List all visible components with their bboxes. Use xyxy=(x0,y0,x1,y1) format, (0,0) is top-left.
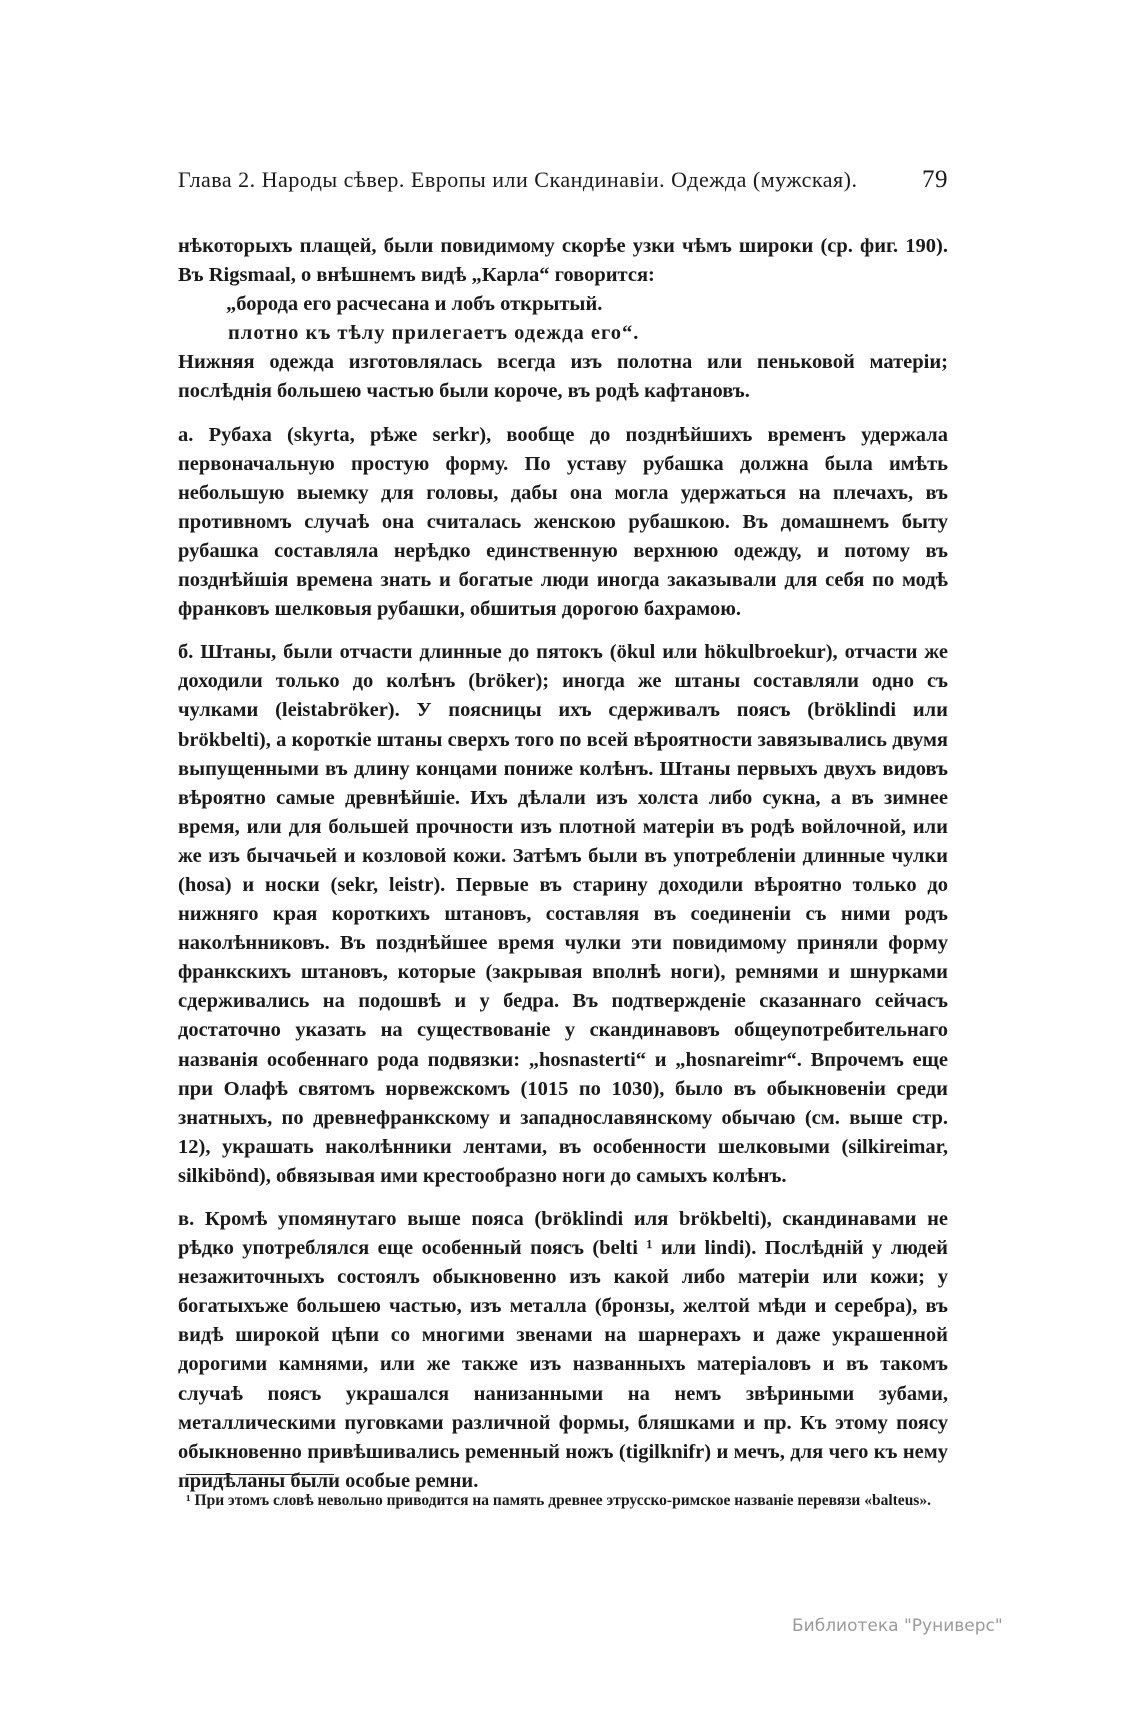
verse-line-2: плотно къ тѣлу прилегаетъ одежда его“. xyxy=(228,322,640,345)
paragraph-trousers: б. Штаны, были отчасти длинные до пятокъ (ökul или hökulbroekur), отчасти же доходили только до колѣнъ (bröker); иногда же штаны составляли одно съ чулками (leistabröker). У поясницы ихъ сдерживалъ поясъ (bröklindi или brökbelti), а короткіе штаны сверхъ того по всей вѣроятности завязывались двумя выпущенными въ длину концами пониже колѣнъ. Штаны первыхъ двухъ видовъ вѣроятно самые древнѣйшіе. Ихъ дѣлали изъ холста либо сукна, а въ зимнее время, или для большей прочности изъ плотной матеріи въ родѣ войлочной, или же изъ бычачьей и козловой кожи. Затѣмъ были въ употребленіи длинные чулки (hosa) и носки (sekr, leistr). Первые въ старину доходили вѣроятно только до нижняго края короткихъ штановъ, составляя въ соединеніи съ ними родъ наколѣнниковъ. Въ позднѣйшее время чулки эти повидимому приняли форму франкскихъ штановъ, которые (закрывая вполнѣ ноги), ремнями и шнурками сдерживались на подошвѣ и у бедра. Въ подтвержденіе сказаннаго сейчасъ достаточно указать на существованіе у скандинавовъ общеупотребительнаго названія особеннаго рода подвязки: „hosnasterti“ и „hosnareimr“. Впрочемъ еще при Олафѣ святомъ норвежскомъ (1015 по 1030), было въ обыкновеніи среди знатныхъ, по древнефранкскому и западнославянскому обычаю (см. выше стр. 12), украшать наколѣнники лентами, въ особенности шелковыми (silkireimar, silkibönd), обвязывая ими крестообразно ноги до самыхъ колѣнъ. xyxy=(178,641,948,1187)
verse-line-1: „борода его расчесана и лобъ открытый. xyxy=(226,293,603,316)
paragraph-belt: в. Кромѣ упомянутаго выше пояса (bröklindi иля brökbelti), скандинавами не рѣдко употреблялся еще особенный поясъ (belti ¹ или lindi). Послѣдній у людей незажиточныхъ состоялъ обыкновенно изъ какой либо матеріи или кожи; у богатыхъже большею частью, изъ металла (бронзы, желтой мѣди и серебра), въ видѣ широкой цѣпи со многими звенами на шарнерахъ и даже украшенной дорогими камнями, или же также изъ названныхъ матеріаловъ и въ такомъ случаѣ поясъ украшался нанизанными на немъ звѣриными зубами, металлическими пуговками различной формы, бляшками и пр. Къ этому поясу обыкновенно привѣшивались ременный ножъ (tigilknifr) и мечъ, для чего къ нему придѣланы были особые ремни. xyxy=(178,1208,948,1492)
library-watermark: Библиотека "Руниверс" xyxy=(792,1616,1003,1636)
running-header xyxy=(178,166,948,194)
main-text xyxy=(178,232,948,1496)
chapter-title: Глава 2. Народы сѣвер. Европы или Скандинавіи. Одежда (мужская). xyxy=(178,167,858,192)
paragraph-underwear: Нижняя одежда изготовлялась всегда изъ полотна или пеньковой матеріи; послѣднія большею частью были короче, въ родѣ кафтановъ. xyxy=(178,351,948,403)
paragraph-shirt: а. Рубаха (skyrta, рѣже serkr), вообще до позднѣйшихъ временъ удержала первоначальную простую форму. По уставу рубашка должна была имѣть небольшую выемку для головы, дабы она могла удержаться на плечахъ, въ противномъ случаѣ она считалась женскою рубашкою. Въ домашнемъ быту рубашка составляла нерѣдко единственную верхнюю одежду, и потому въ позднѣйшія времена знать и богатые люди иногда заказывали для себя по модѣ франковъ шелковыя рубашки, обшитыя дорогою бахрамою. xyxy=(178,423,948,621)
paragraph-intro: нѣкоторыхъ плащей, были повидимому скорѣе узки чѣмъ широки (ср. фиг. 190). Въ Rigsmaal, о внѣшнемъ видѣ „Карла“ говорится: xyxy=(178,235,948,287)
page-number: 79 xyxy=(922,166,948,193)
footnote: ¹ При этомъ словѣ невольно приводится на память древнее этрусско-римское названіе перевязи «balteus». xyxy=(186,1492,931,1509)
footnote-rule xyxy=(186,1474,334,1475)
